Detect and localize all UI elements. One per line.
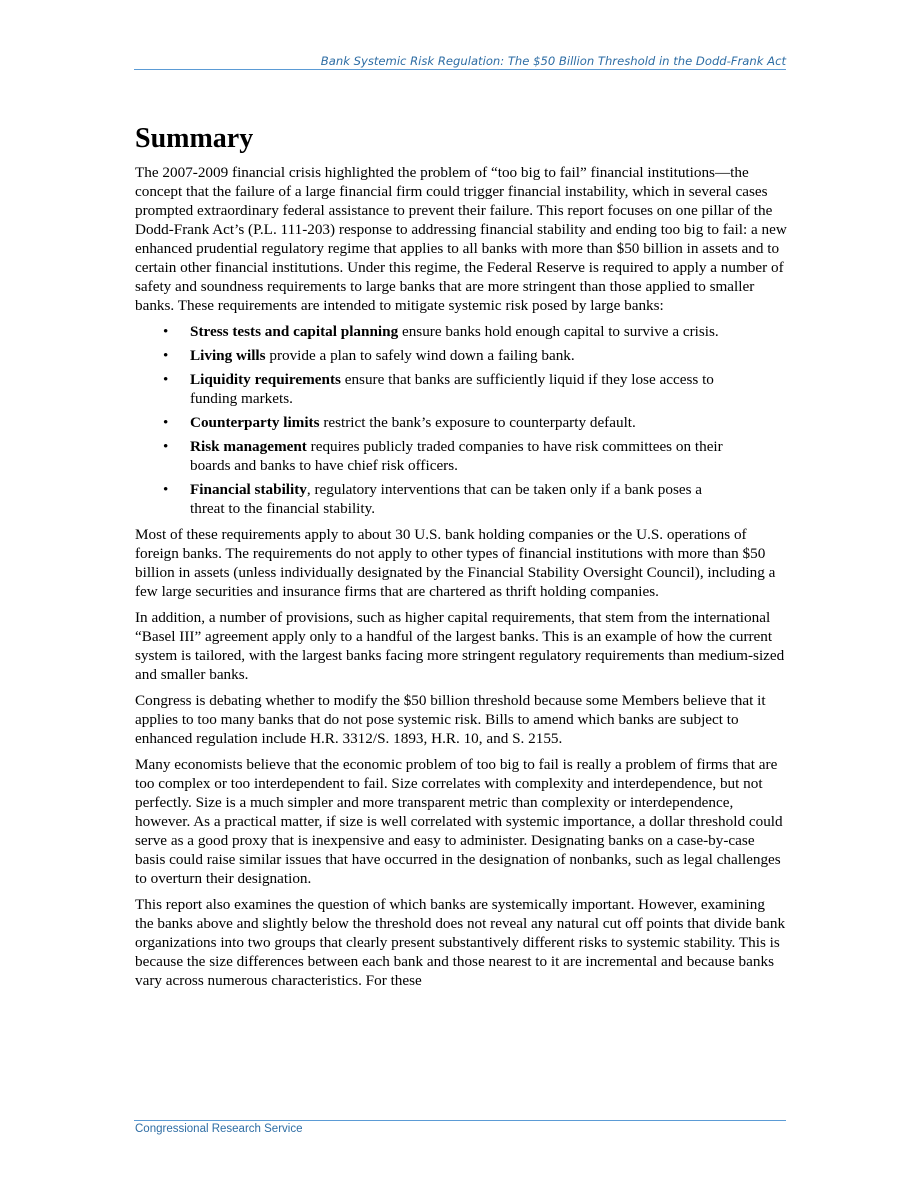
list-item-term: Risk management	[190, 438, 307, 455]
bullet-icon: •	[163, 438, 169, 455]
running-footer-org: Congressional Research Service	[135, 1123, 303, 1135]
list-item-description: ensure banks hold enough capital to survive a crisis.	[398, 323, 719, 340]
intro-paragraph: The 2007-2009 financial crisis highlighted the problem of “too big to fail” financial institutions—the concept that the failure of a large financial firm could trigger financial instability, which in several cases prompted extraordinary federal assistance to prevent their failure. This report focuses on one pillar of the Dodd-Frank Act’s (P.L. 111-203) response to addressing financial stability and ending too big to fail: a new enhanced prudential regulatory regime that applies to all banks with more than $50 billion in assets and to certain other financial institutions. Under this regime, the Federal Reserve is required to apply a number of safety and soundness requirements to large banks that are more stringent than those applied to smaller banks. These requirements are intended to mitigate systemic risk posed by large banks:	[135, 164, 787, 314]
body-paragraph: Congress is debating whether to modify the $50 billion threshold because some Members believe that it applies to too many banks that do not pose systemic risk. Bills to amend which banks are subject to enhanced regulation include H.R. 3312/S. 1893, H.R. 10, and S. 2155.	[135, 692, 766, 747]
list-item	[135, 413, 787, 432]
list-item	[135, 346, 787, 365]
header-divider	[134, 69, 786, 70]
list-item-term: Liquidity requirements	[190, 371, 341, 388]
bullet-icon: •	[163, 481, 169, 498]
list-item-term: Financial stability	[190, 481, 307, 498]
section-heading: Summary	[135, 123, 254, 154]
bullet-icon: •	[163, 371, 169, 388]
list-item-term: Counterparty limits	[190, 414, 320, 431]
running-header-title: Bank Systemic Risk Regulation: The $50 Billion Threshold in the Dodd-Frank Act	[320, 54, 786, 68]
list-item-description: , regulatory interventions that can be taken only if a bank poses a threat to the financial stability.	[190, 481, 703, 517]
list-item	[135, 437, 787, 475]
footer-divider	[134, 1120, 786, 1121]
list-item	[135, 370, 787, 408]
summary-section	[135, 122, 787, 997]
list-item	[135, 322, 787, 341]
list-item	[135, 480, 787, 518]
bullet-icon: •	[163, 414, 169, 431]
body-paragraph: In addition, a number of provisions, such as higher capital requirements, that stem from the international “Basel III” agreement apply only to a handful of the largest banks. This is an example of how the current system is tailored, with the largest banks facing more stringent regulatory requirements than medium-sized and smaller banks.	[135, 609, 785, 683]
bullet-icon: •	[163, 323, 169, 340]
body-paragraph: Most of these requirements apply to about 30 U.S. bank holding companies or the U.S. operations of foreign banks. The requirements do not apply to other types of financial institutions with more than $50 billion in assets (unless individually designated by the Financial Stability Oversight Council), including a few large securities and insurance firms that are chartered as thrift holding companies.	[135, 526, 776, 600]
bullet-icon: •	[163, 347, 169, 364]
requirements-list	[135, 322, 787, 518]
list-item-term: Living wills	[190, 347, 266, 364]
list-item-description: requires publicly traded companies to have risk committees on their boards and banks to have chief risk officers.	[190, 438, 723, 474]
list-item-description: restrict the bank’s exposure to counterparty default.	[319, 414, 636, 431]
list-item-description: ensure that banks are sufficiently liquid if they lose access to funding markets.	[190, 371, 714, 407]
body-paragraph: Many economists believe that the economic problem of too big to fail is really a problem of firms that are too complex or too interdependent to fail. Size correlates with complexity and interdependence, but not perfectly. Size is a much simpler and more transparent metric than complexity or interdependence, however. As a practical matter, if size is well correlated with systemic importance, a dollar threshold could serve as a good proxy that is inexpensive and easy to administer. Designating banks on a case-by-case basis could raise similar issues that have occurred in the designation of nonbanks, such as legal challenges to overturn their designation.	[135, 756, 783, 887]
list-item-term: Stress tests and capital planning	[190, 323, 399, 340]
list-item-description: provide a plan to safely wind down a failing bank.	[265, 347, 575, 364]
body-paragraph: This report also examines the question of which banks are systemically important. However, examining the banks above and slightly below the threshold does not reveal any natural cut off points that divide bank organizations into two groups that clearly present substantively different risks to systemic stability. This is because the size differences between each bank and those nearest to it are incremental and because banks vary across numerous characteristics. For these	[135, 896, 786, 989]
